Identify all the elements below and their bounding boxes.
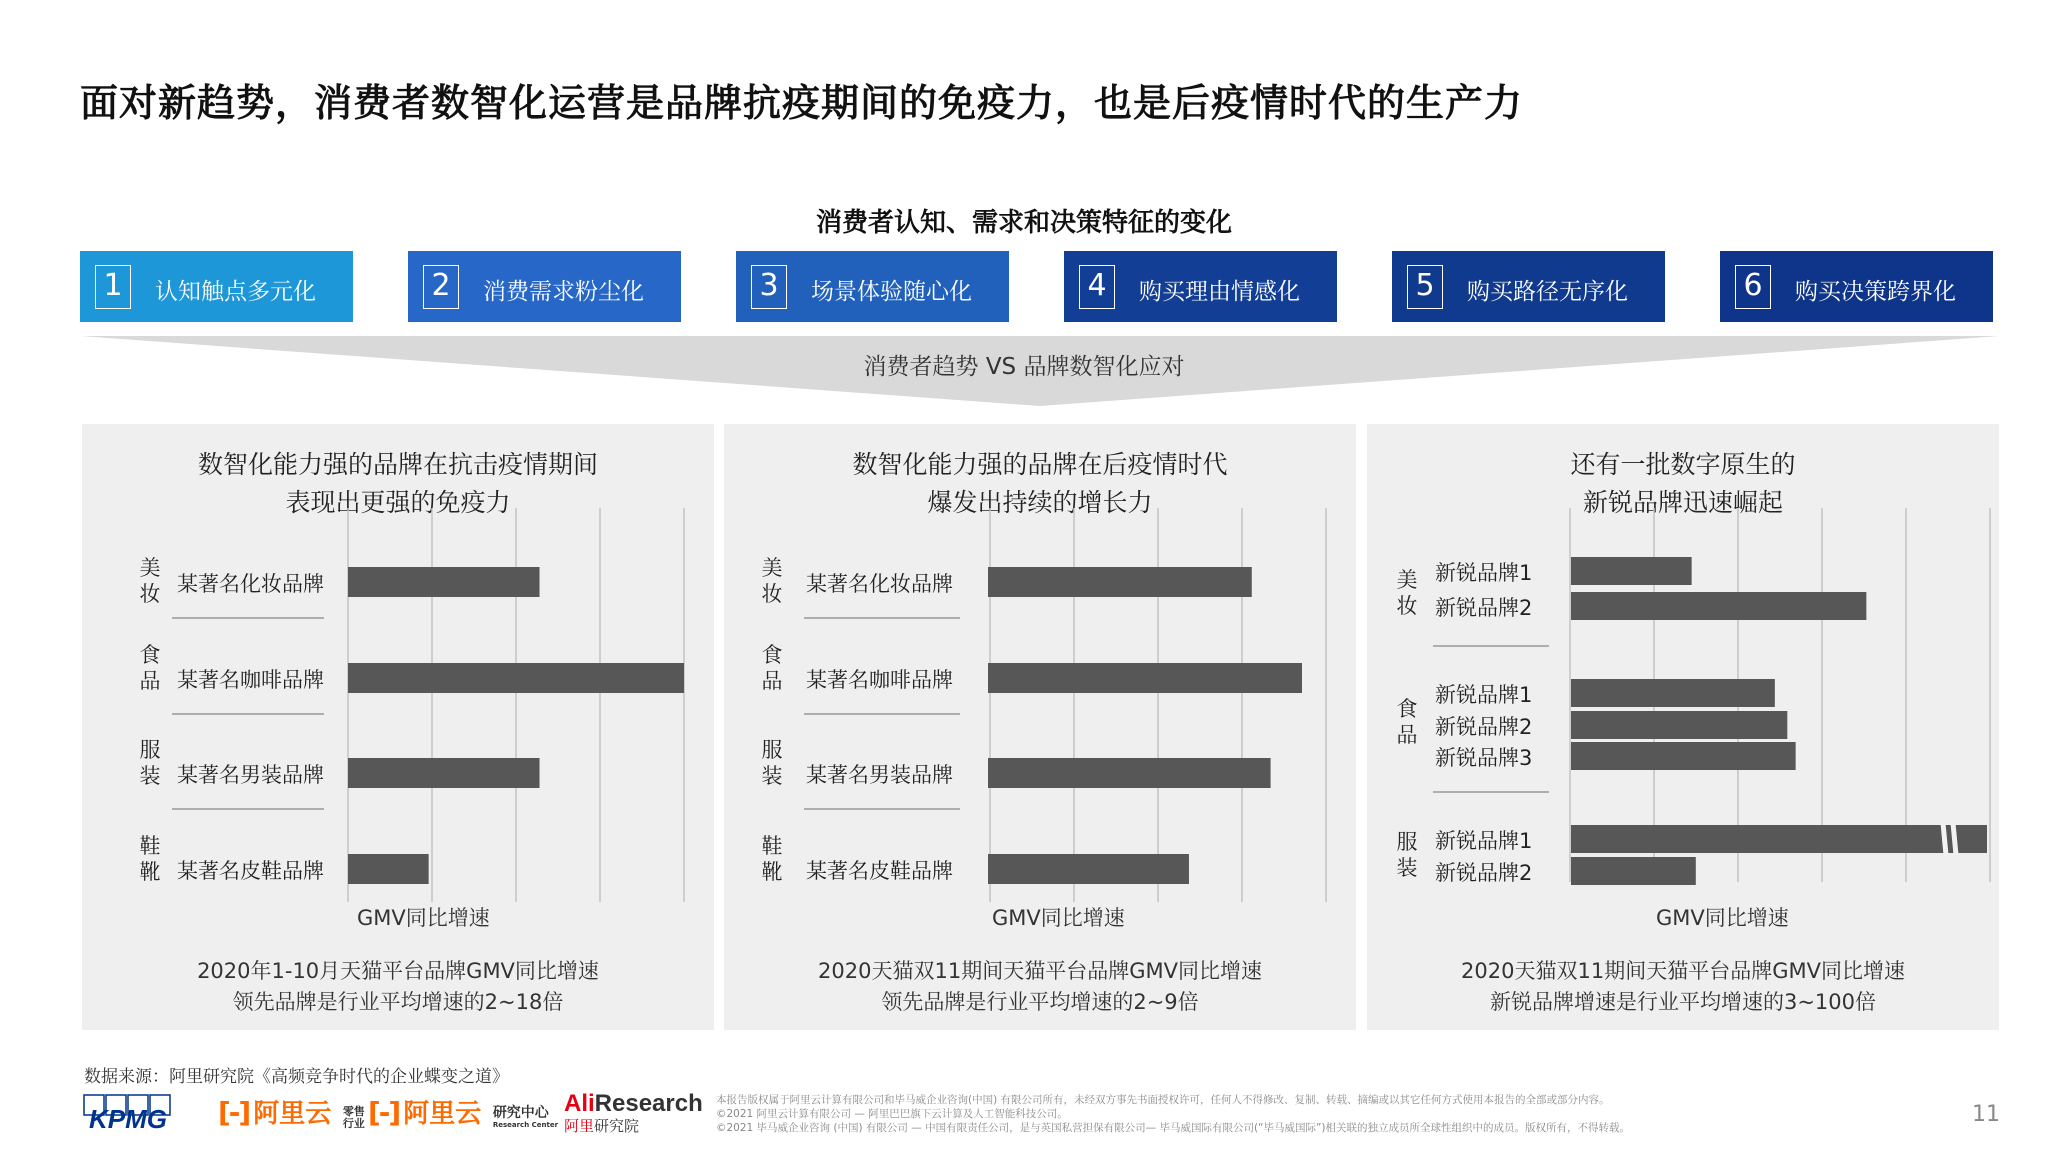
panel-title-line1: 还有一批数字原生的 [1570, 450, 1796, 479]
bar [1571, 711, 1787, 739]
page-title: 面对新趋势，消费者数智化运营是品牌抗疫期间的免疫力，也是后疫情时代的生产力 [80, 81, 1524, 125]
step-label: 场景体验随心化 [811, 279, 972, 305]
page-number: 11 [1972, 1102, 2000, 1127]
bar-label: 某著名皮鞋品牌 [177, 859, 324, 883]
step-label: 认知触点多元化 [155, 279, 316, 305]
step-3 [736, 251, 1009, 322]
legal-text [716, 1093, 1946, 1135]
aliyun-name: 阿里云 [253, 1099, 332, 1129]
aliresearch-cn-rest: 研究院 [594, 1117, 640, 1135]
section-heading: 消费者认知、需求和决策特征的变化 [815, 208, 1232, 238]
axis-title: GMV同比增速 [1656, 906, 1789, 930]
aliyun-mark-icon: [-] [368, 1096, 400, 1129]
group-label: 美 妆 [1396, 568, 1418, 618]
bar [348, 758, 540, 788]
group-label: 食 品 [761, 643, 783, 693]
group-label: 鞋 靴 [761, 834, 783, 884]
legal-line3: ©2021 毕马威企业咨询 (中国) 有限公司 — 中国有限责任公司，是与英国私营担保有限公司— 毕马威国际有限公司(“毕马威国际”)相关联的独立成员所全球性组织中的成员。版权所有，不得转载。 [716, 1122, 1631, 1134]
aliresearch-cn [564, 1115, 703, 1136]
aliresearch-logo [564, 1090, 703, 1136]
panel-title-line2: 新锐品牌迅速崛起 [1582, 488, 1783, 517]
axis-title: GMV同比增速 [357, 906, 490, 930]
bar [1571, 825, 1987, 853]
step-label: 购买理由情感化 [1139, 279, 1300, 305]
bar [348, 567, 540, 597]
aliresearch-cn-ali: 阿里 [564, 1117, 595, 1135]
bar [348, 854, 429, 884]
group-label: 美 妆 [761, 556, 783, 606]
kpmg-logo [82, 1094, 174, 1134]
aliyun-name: 阿里云 [403, 1099, 482, 1129]
bar [988, 663, 1302, 693]
aliyun-sub-line2: Research Center [492, 1121, 559, 1129]
panel-new-brands [1367, 424, 1999, 1030]
aliyun-sub-line1: 研究中心 [492, 1105, 549, 1121]
step-label: 购买决策跨界化 [1795, 279, 1956, 305]
chart-immunity [82, 424, 714, 1030]
bar-label: 新锐品牌1 [1435, 561, 1533, 585]
bar-label: 新锐品牌2 [1435, 596, 1533, 620]
step-number: 4 [1079, 265, 1115, 309]
step-number: 6 [1735, 265, 1771, 309]
panel-footnote [82, 956, 714, 1018]
group-label: 服 装 [139, 738, 161, 788]
step-label: 消费需求粉尘化 [483, 279, 644, 305]
panel-title-line2: 表现出更强的免疫力 [285, 488, 511, 517]
bar [348, 663, 684, 693]
bar [988, 567, 1252, 597]
panel-title-line1: 数智化能力强的品牌在后疫情时代 [852, 450, 1228, 479]
aliyun-research-logo [368, 1093, 558, 1130]
panel-footnote [1367, 956, 1999, 1018]
step-number: 2 [423, 265, 459, 309]
bar-label: 新锐品牌2 [1435, 861, 1533, 885]
bar-label: 某著名男装品牌 [177, 763, 324, 787]
source-note: 数据来源：阿里研究院《高频竞争时代的企业蝶变之道》 [84, 1067, 509, 1087]
footnote-line1: 2020天猫双11期间天猫平台品牌GMV同比增速 [818, 959, 1262, 983]
bar-label: 某著名化妆品牌 [806, 572, 953, 596]
aliresearch-en-rest: Research [594, 1090, 703, 1117]
bar [1571, 857, 1696, 885]
bar [988, 854, 1189, 884]
bar-label: 新锐品牌3 [1435, 746, 1533, 770]
bar-label: 某著名男装品牌 [806, 763, 953, 787]
legal-line2: ©2021 阿里云计算有限公司 — 阿里巴巴旗下云计算及人工智能科技公司。 [716, 1108, 1068, 1120]
bar-label: 某著名皮鞋品牌 [806, 859, 953, 883]
bar-label: 新锐品牌1 [1435, 683, 1533, 707]
footnote-line1: 2020年1-10月天猫平台品牌GMV同比增速 [197, 959, 599, 983]
step-5 [1392, 251, 1665, 322]
aliyun-retail-logo [218, 1093, 365, 1130]
panel-immunity [82, 424, 714, 1030]
aliyun-sub [343, 1106, 365, 1130]
step-1 [80, 251, 353, 322]
bar-label: 新锐品牌2 [1435, 715, 1533, 739]
step-number: 1 [95, 265, 131, 309]
kpmg-wordmark: KPMG [89, 1104, 167, 1134]
step-label: 购买路径无序化 [1467, 279, 1628, 305]
group-label: 服 装 [1396, 830, 1418, 880]
bar-label: 某著名咖啡品牌 [806, 668, 953, 692]
aliresearch-en-ali: Ali [564, 1090, 595, 1117]
aliyun-sub [493, 1105, 558, 1130]
group-label: 鞋 靴 [139, 834, 161, 884]
footnote-line2: 新锐品牌增速是行业平均增速的3~100倍 [1489, 990, 1877, 1014]
group-label: 食 品 [139, 643, 161, 693]
panel-growth [724, 424, 1356, 1030]
group-label: 美 妆 [139, 556, 161, 606]
panel-title-line2: 爆发出持续的增长力 [927, 488, 1153, 517]
group-label: 食 品 [1396, 697, 1418, 747]
group-label: 服 装 [761, 738, 783, 788]
axis-break-icon [1953, 823, 1956, 855]
step-6 [1720, 251, 1993, 322]
panel-footnote [724, 956, 1356, 1018]
aliyun-sub-line1: 零售 [342, 1104, 365, 1118]
axis-title: GMV同比增速 [992, 906, 1125, 930]
footnote-line1: 2020天猫双11期间天猫平台品牌GMV同比增速 [1461, 959, 1905, 983]
step-number: 3 [751, 265, 787, 309]
step-2 [408, 251, 681, 322]
axis-break-icon [1943, 823, 1946, 855]
aliresearch-en [564, 1090, 703, 1118]
step-4 [1064, 251, 1337, 322]
aliyun-mark-icon: [-] [218, 1096, 250, 1129]
bar [1571, 557, 1692, 585]
bar-label: 某著名咖啡品牌 [177, 668, 324, 692]
panel-title-line1: 数智化能力强的品牌在抗击疫情期间 [197, 450, 598, 479]
aliyun-sub-line2: 行业 [342, 1116, 365, 1130]
bar [988, 758, 1271, 788]
bar [1571, 592, 1866, 620]
bar-label: 新锐品牌1 [1435, 829, 1533, 853]
bar-label: 某著名化妆品牌 [177, 572, 324, 596]
step-number: 5 [1407, 265, 1443, 309]
banner-text: 消费者趋势 VS 品牌数智化应对 [863, 354, 1185, 380]
footnote-line2: 领先品牌是行业平均增速的2~18倍 [232, 990, 564, 1014]
footnote-line2: 领先品牌是行业平均增速的2~9倍 [881, 990, 1199, 1014]
bar [1571, 679, 1775, 707]
chart-growth [724, 424, 1356, 1030]
legal-line1: 本报告版权属于阿里云计算有限公司和毕马威企业咨询(中国) 有限公司所有，未经双方事先书面授权许可，任何人不得修改、复制、转载、摘编或以其它任何方式使用本报告的全部或部分内容。 [716, 1094, 1610, 1106]
bar [1571, 742, 1796, 770]
